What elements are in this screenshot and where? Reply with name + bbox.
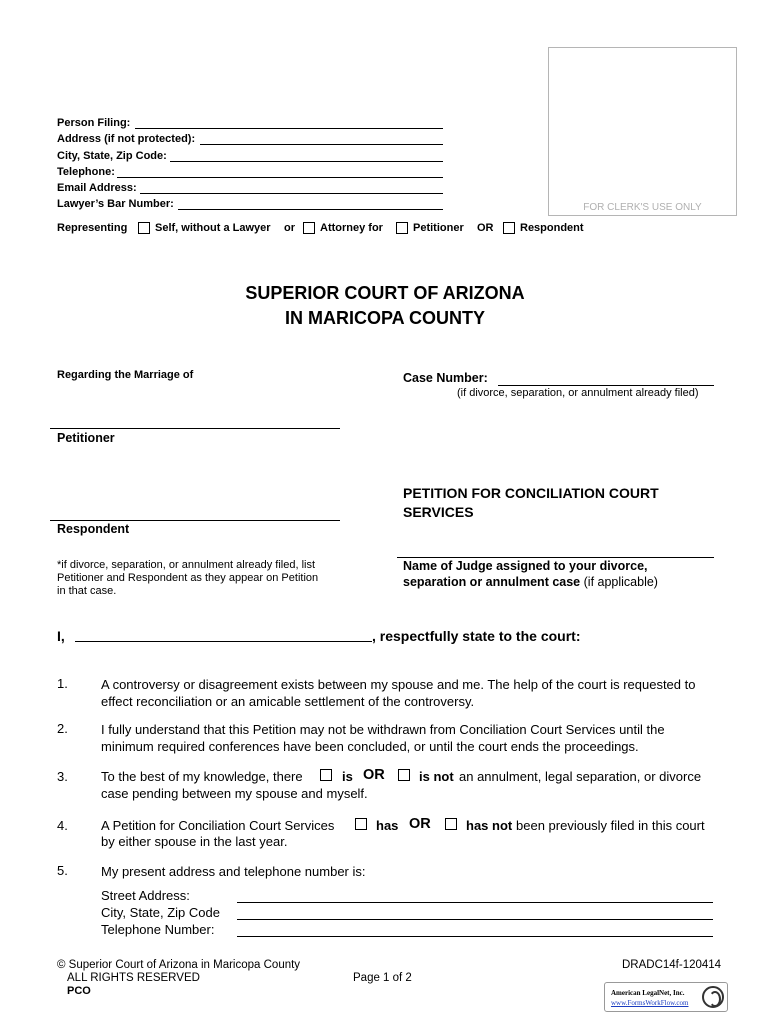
petitioner-label: Petitioner <box>413 222 464 234</box>
self-label: Self, without a Lawyer <box>155 222 271 234</box>
self-checkbox[interactable] <box>138 222 150 234</box>
footer-copyright: © Superior Court of Arizona in Maricopa County <box>57 959 301 971</box>
item-3-text-cont: an annulment, legal separation, or divorce <box>459 769 702 784</box>
item-3-text: To the best of my knowledge, there <box>101 769 303 784</box>
attorney-checkbox[interactable] <box>303 222 315 234</box>
or-label-4: OR <box>409 816 431 832</box>
has-filed-checkbox[interactable] <box>355 818 367 830</box>
case-number-label: Case Number: <box>403 371 488 385</box>
judge-label: Name of Judge assigned to your divorce, separation or annulment case (if applicable) <box>403 559 658 589</box>
person-filing-label: Person Filing: <box>57 117 131 129</box>
street-address-label: Street Address: <box>101 888 190 903</box>
bar-number-label: Lawyer’s Bar Number: <box>57 198 174 210</box>
alnet-link[interactable]: www.FormsWorkFlow.com <box>611 999 689 1007</box>
city-state-zip-field[interactable] <box>170 150 443 162</box>
item-1-text: A controversy or disagreement exists between my spouse and me. The help of the court is requested to effect reconciliation or an amicable settlement of the controversy. <box>101 677 696 709</box>
clerk-use-box <box>548 47 737 216</box>
court-county: IN MARICOPA COUNTY <box>285 308 485 328</box>
telephone-field[interactable] <box>117 166 443 178</box>
telephone-number-field[interactable] <box>237 922 713 937</box>
clerk-use-label: FOR CLERK'S USE ONLY <box>583 202 702 213</box>
page-number: Page 1 of 2 <box>353 972 412 984</box>
street-address-field[interactable] <box>237 888 713 903</box>
footer-pco: PCO <box>67 985 91 997</box>
address-label: Address (if not protected): <box>57 133 196 145</box>
attorney-label: Attorney for <box>320 222 383 234</box>
representing-label: Representing <box>57 222 128 234</box>
statement-prefix: I, <box>57 628 65 644</box>
alnet-logo-icon <box>702 986 724 1008</box>
has-label: has <box>376 818 399 833</box>
item-4-text-line2: by either spouse in the last year. <box>101 834 288 849</box>
document-title: PETITION FOR CONCILIATION COURT <box>403 485 659 501</box>
case-number-field[interactable] <box>498 372 714 386</box>
alnet-name: American LegalNet, Inc. <box>611 989 685 997</box>
city-state-zip-label-2: City, State, Zip Code <box>101 905 220 920</box>
address-field[interactable] <box>200 133 443 145</box>
item-4-text: A Petition for Conciliation Court Services <box>101 818 335 833</box>
footer-rights: ALL RIGHTS RESERVED <box>67 972 200 984</box>
item-3-number: 3. <box>57 769 68 784</box>
city-state-zip-field-2[interactable] <box>237 905 713 920</box>
bar-number-field[interactable] <box>178 198 443 210</box>
respondent-name-field[interactable] <box>50 507 340 521</box>
telephone-label: Telephone: <box>57 166 115 178</box>
city-state-zip-label: City, State, Zip Code: <box>57 150 167 162</box>
item-2-number: 2. <box>57 721 68 736</box>
has-not-label: has not <box>466 818 513 833</box>
or-label: or <box>284 222 295 234</box>
filed-note: *if divorce, separation, or annulment already filed, list Petitioner and Respondent as they appear on Petition in that case. <box>57 559 319 597</box>
item-5-text: My present address and telephone number is: <box>101 864 366 879</box>
petitioner-name-field[interactable] <box>50 415 340 429</box>
filer-name-field[interactable] <box>75 627 372 642</box>
court-title: SUPERIOR COURT OF ARIZONA <box>245 283 525 303</box>
is-not-label: is not <box>419 769 454 784</box>
email-field[interactable] <box>140 182 443 194</box>
email-label: Email Address: <box>57 182 137 194</box>
judge-name-field[interactable] <box>397 544 714 558</box>
item-5-number: 5. <box>57 863 68 878</box>
item-1-number: 1. <box>57 676 68 691</box>
respondent-label: Respondent <box>520 222 584 234</box>
is-not-pending-checkbox[interactable] <box>398 769 410 781</box>
petitioner-caption: Petitioner <box>57 431 115 445</box>
respondent-caption: Respondent <box>57 522 130 536</box>
form-code: DRADC14f-120414 <box>622 959 722 971</box>
document-title-line2: SERVICES <box>403 504 474 520</box>
item-3-text-line2: case pending between my spouse and myself. <box>101 786 368 801</box>
or-label-2: OR <box>477 222 494 234</box>
case-number-note: (if divorce, separation, or annulment already filed) <box>457 387 699 399</box>
respondent-checkbox[interactable] <box>503 222 515 234</box>
or-label-3: OR <box>363 767 385 783</box>
item-4-number: 4. <box>57 818 68 833</box>
has-not-filed-checkbox[interactable] <box>445 818 457 830</box>
statement-suffix: , respectfully state to the court: <box>372 628 581 644</box>
regarding-label: Regarding the Marriage of <box>57 369 194 381</box>
is-pending-checkbox[interactable] <box>320 769 332 781</box>
item-4-text-cont: been previously filed in this court <box>516 818 705 833</box>
item-2-text: I fully understand that this Petition may not be withdrawn from Conciliation Court Services until the minimum required conferences have been concluded, or until the court ends the proceedings. <box>101 722 665 754</box>
telephone-number-label: Telephone Number: <box>101 922 215 937</box>
petitioner-checkbox[interactable] <box>396 222 408 234</box>
american-legalnet-badge[interactable] <box>604 982 728 1012</box>
is-label: is <box>342 769 353 784</box>
person-filing-field[interactable] <box>135 117 443 129</box>
